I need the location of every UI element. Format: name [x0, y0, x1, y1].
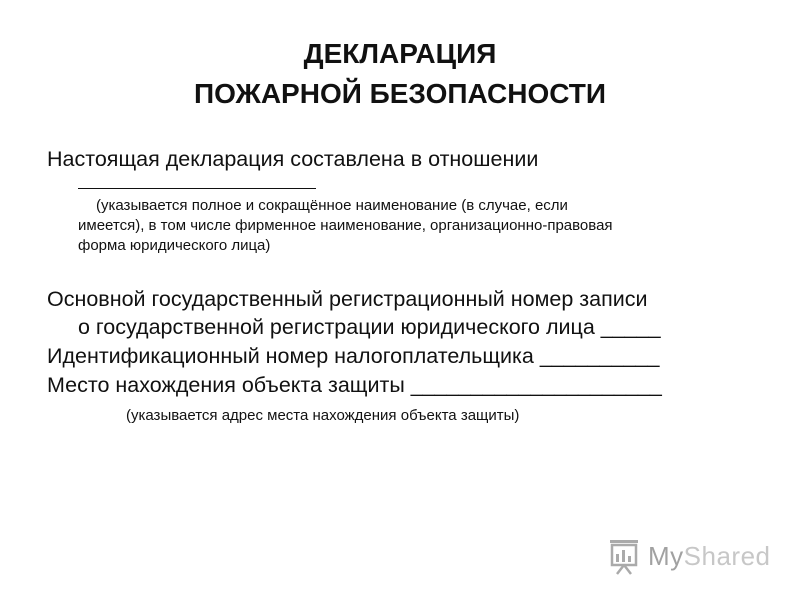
- ogrn-line-1: Основной государственный регистрационный номер записи: [47, 287, 648, 311]
- ogrn-line-2: о государственной регистрации юридического лица _____: [78, 315, 661, 339]
- watermark-text: MyShared: [648, 541, 771, 571]
- name-note-line-2: имеется), в том числе фирменное наименование, организационно-правовая: [78, 217, 613, 234]
- organization-name-blank: [78, 188, 316, 189]
- watermark-logo: [604, 536, 774, 576]
- title-line-2: ПОЖАРНОЙ БЕЗОПАСНОСТИ: [193, 78, 606, 109]
- name-note-line-3: форма юридического лица): [78, 237, 271, 254]
- intro-text: Настоящая декларация составлена в отношении: [47, 147, 539, 171]
- title-line-1: ДЕКЛАРАЦИЯ: [303, 38, 497, 69]
- inn-line: Идентификационный номер налогоплательщика __________: [47, 344, 660, 368]
- name-note-line-1: (указывается полное и сокращённое наименование (в случае, если: [96, 197, 568, 214]
- page-title: [0, 34, 800, 114]
- location-line: Место нахождения объекта защиты _____________________: [47, 373, 662, 397]
- location-note: (указывается адрес места нахождения объекта защиты): [126, 407, 520, 424]
- presentation-board-icon: [604, 536, 644, 576]
